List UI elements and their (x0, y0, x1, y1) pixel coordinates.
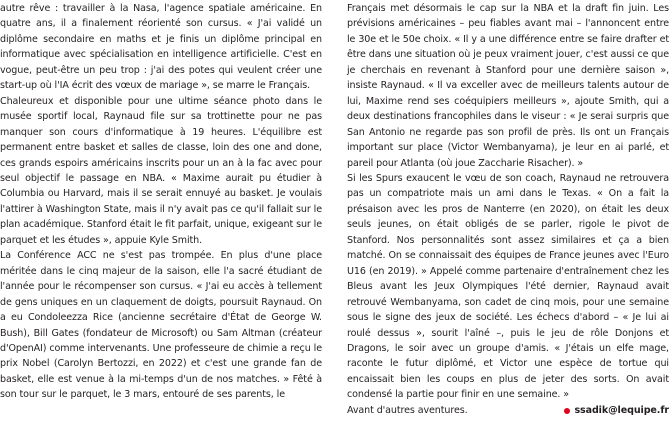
author-email[interactable]: ssadik@lequipe.fr (574, 404, 669, 416)
signoff-line (347, 403, 669, 418)
paragraph: Chaleureux et disponible pour une ultime séance photo dans le musée sportif local, Raynaud file sur sa trottinette pour ne pas manquer son cours d'informatique à 19 heures. L'équilibre est permanent entre basket et salles de classe, loin des one and done, ces grands espoirs américains inscrits pour un an à la fac avec pour seul objectif le passage en NBA. « Maxime aurait pu étudier à Columbia ou Harvard, mais il se serait ennuyé au basket. Je voulais l'attirer à Washington State, mais il n'y avait pas ce qu'il fallait sur le plan académique. Stanford était le fit parfait, unique, exigeant sur le parquet et les études », appuie Kyle Smith. (0, 95, 322, 246)
paragraph: Français met désormais le cap sur la NBA et la draft fin juin. Les prévisions américaines – peu fiables avant mai – l'annoncent entre le 30e et le 50e choix. « Il y a une différence entre se faire drafter et être dans une situation où je peux vraiment jouer, c'est aussi ce que je cherchais en revenant à Stanford pour une dernière saison », insiste Raynaud. « Il va exceller avec de meilleurs talents autour de lui, Maxime rend ses coéquipiers meilleurs », ajoute Smith, qui a deux destinations francophiles dans le viseur : « Je serai surpris que San Antonio ne regarde pas son profil de près. Ils ont un Français important sur place (Victor Wembanyama), je leur en ai parlé, et pareil pour Atlanta (où joue Zaccharie Risacher). » (347, 3, 669, 169)
paragraph: Si les Spurs exaucent le vœu de son coach, Raynaud ne retrouvera pas un compatriote mais un ami dans le Texas. « On a fait la présaison avec les pros de Nanterre (en 2020), on était les deux seuls jeunes, on était obligés de se parler, rigole le pivot de Stanford. Nos personnalités sont assez similaires et ça a bien matché. On se connaissait des équipes de France jeunes avec l'Euro U16 (en 2019). » Appelé comme partenaire d'entraînement chez les Bleus avant les Jeux Olympiques l'été dernier, Raynaud avait retrouvé Wembanyama, son cadet de cinq mois, pour une semaine sous le signe des jeux de société. Les échecs d'abord – « Je lui ai roulé dessus », sourit l'aîné –, puis le jeu de rôle Donjons et Dragons, le soir avec un groupe d'amis. « J'étais un elfe mage, raconte le futur diplômé, et Victor une espèce de tortue qui encaissait bien les coups en plus de jeter des sorts. On avait condensé la partie pour finir en une semaine. » (347, 172, 669, 401)
paragraph: autre rêve : travailler à la Nasa, l'agence spatiale américaine. En quatre ans, il a finalement réorienté son cursus. « J'ai validé un diplôme secondaire en maths et je finis un diplôme principal en informatique avec spécialisation en intelligence artificielle. C'est en vogue, peut-être un peu trop : j'ai des potes qui veulent créer une start-up où l'IA écrit des vœux de mariage », se marre le Français. (0, 3, 322, 92)
bullet-dot-icon (564, 408, 570, 414)
author-signature (564, 403, 669, 418)
article-column-left (0, 1, 322, 403)
signoff-text: Avant d'autres aventures. (347, 404, 468, 416)
article-column-right (347, 1, 669, 418)
paragraph: La Conférence ACC ne s'est pas trompée. En plus d'une place méritée dans le cinq majeur de la saison, elle l'a sacré étudiant de l'année pour le récompenser son cursus. « J'ai eu accès à tellement de gens uniques en un claquement de doigts, poursuit Raynaud. On a eu Condoleezza Rice (ancienne secrétaire d'État de George W. Bush), Bill Gates (fondateur de Microsoft) ou Sam Altman (créateur d'OpenAI) comme intervenants. Une professeure de chimie a reçu le prix Nobel (Carolyn Bertozzi, en 2022) et c'est une grande fan de basket, elle est venue à la mi-temps d'un de nos matches. » Fêté à son tour sur le parquet, le 3 mars, entouré de ses parents, le (0, 250, 322, 401)
